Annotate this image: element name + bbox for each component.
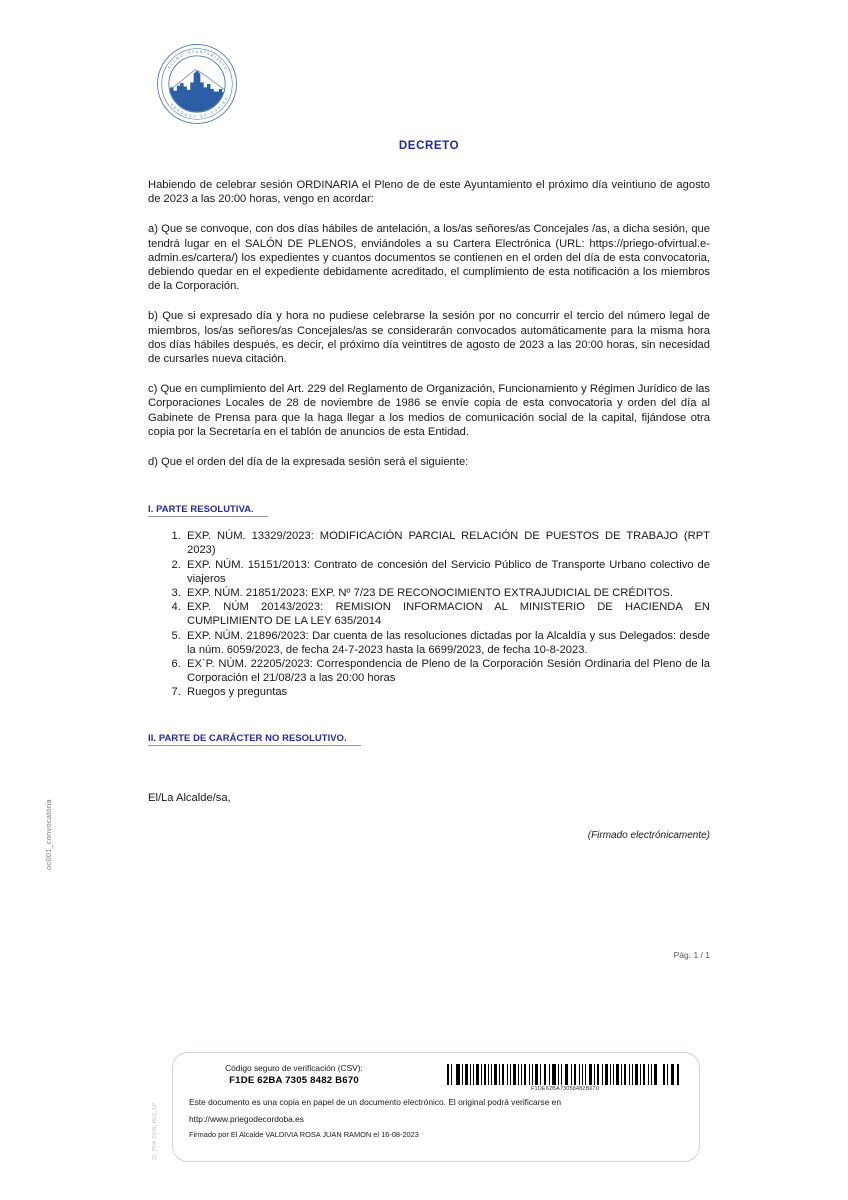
agenda-item: 6. EX`P. NÚM. 22205/2023: Correspondencia de Pleno de la Corporación Sesión Ordinaria del Pleno de la Corporación el 21/08/23 a las 20:00 horas xyxy=(184,657,710,685)
section-two-heading: II. PARTE DE CARÁCTER NO RESOLUTIVO. xyxy=(148,732,361,746)
section-one-heading-wrap xyxy=(148,499,710,519)
csv-verification-box xyxy=(172,1052,700,1162)
page-indicator: Pág. 1 / 1 xyxy=(673,950,710,960)
paragraph-c: c) Que en cumplimiento del Art. 229 del Reglamento de Organización, Funcionamiento y Régimen Jurídico de las Corporaciones Locales de 28 de noviembre de 1986 se envíe copia de esta convocatoria y orden del día al Gabinete de Prensa para que la haga llegar a los medios de comunicación social de la capital, fijándose otra copia por la Secretaría en el tablón de anuncios de esta Entidad. xyxy=(148,383,710,438)
csv-margin-vertical-label: 20_PDA-SIGN_REQ_EP xyxy=(152,1102,158,1160)
margin-vertical-label: oc001_convocatoria xyxy=(44,799,53,870)
document-title: DECRETO xyxy=(398,140,460,152)
agenda-item: 4. EXP. NÚM 20143/2023: REMISION INFORMACION AL MINISTERIO DE HACIENDA EN CUMPLIMIENTO DE LA LEY 635/2014 xyxy=(184,600,710,628)
agenda-item: 1. EXP. NÚM. 13329/2023: MODIFICACIÓN PARCIAL RELACIÓN DE PUESTOS DE TRABAJO (RPT 2023) xyxy=(184,529,710,557)
seal-icon xyxy=(155,42,239,126)
section-two-heading-wrap xyxy=(148,728,710,748)
paragraph-a: a) Que se convoque, con dos días hábiles de antelación, a los/as señores/as Concejales /as, a dicha sesión, que tendrá lugar en el SALÓN DE PLENOS, enviándoles a su Cartera Electrónica (URL: https://priego-ofvirtual.e-admin.es/cartera/) los expedientes y cuantos documentos se contienen en el orden del día de esta convocatoria, debiendo quedar en el expediente debidamente acreditado, el cumplimiento de esta notificación a los miembros de la Corporación. xyxy=(148,223,710,293)
signature-block xyxy=(148,792,710,841)
csv-verification-url: http://www.priegodecordoba.es xyxy=(189,1113,304,1124)
agenda-item: 2. EXP. NÚM. 15151/2013: Contrato de concesión del Servicio Público de Transporte Urbano colectivo de viajeros xyxy=(184,558,710,586)
paragraph-b: b) Que si expresado día y hora no pudiese celebrarse la sesión por no concurrir el tercio del número legal de miembros, los/as señores/as Concejales/as se considerarán convocados automáticamente para la misma hora dos días hábiles después, es decir, el próximo día veintitres de agosto de 2023 a las 20:00 horas, sin necesidad de cursarles nueva citación. xyxy=(148,310,710,366)
barcode-text: F1DE62BA73058482B670 xyxy=(531,1086,599,1092)
agenda-item: 3. EXP. NÚM. 21851/2023: EXP. Nº 7/23 DE RECONOCIMIENTO EXTRAJUDICIAL DE CRÉDITOS. xyxy=(184,586,710,600)
intro-paragraph: Habiendo de celebrar sesión ORDINARIA el Pleno de de este Ayuntamiento el próximo día veintiuno de agosto de 2023 a las 20:00 horas, vengo en acordar: xyxy=(148,179,710,206)
municipal-seal-logo xyxy=(155,42,239,126)
csv-signed-by: Firmado por El Alcalde VALDIVIA ROSA JUAN RAMON el 16-08-2023 xyxy=(189,1130,419,1139)
agenda-item: 7. Ruegos y preguntas xyxy=(184,685,710,699)
agenda-item: 5. EXP. NÚM. 21896/2023: Dar cuenta de las resoluciones dictadas por la Alcaldía y sus Delegados: desde la núm. 6059/2023, de fecha 24-7-2023 hasta la 6699/2023, de fecha 10-8-2023. xyxy=(184,629,710,657)
signature-electronic-note: (Firmado electrónicamente) xyxy=(587,829,710,841)
agenda-list xyxy=(148,529,710,699)
seal-ring-text-bottom: PRIEGO DE CORDOBA xyxy=(169,96,228,119)
seal-ring-text-top: EXCMO. AYUNTAMIENTO xyxy=(167,49,229,72)
barcode-icon xyxy=(445,1064,683,1085)
svg-text:EXCMO. AYUNTAMIENTO xyxy=(167,50,228,72)
paragraph-d: d) Que el orden del día de la expresada sesión será el siguiente: xyxy=(148,456,469,469)
document-body xyxy=(148,140,710,960)
csv-label: Código seguro de verificación (CSV): xyxy=(225,1063,363,1073)
csv-code: F1DE 62BA 7305 8482 B670 xyxy=(229,1075,359,1086)
csv-note-line-1: Este documento es una copia en papel de un documento electrónico. El original podrá verificarse en xyxy=(189,1097,561,1107)
section-one-heading: I. PARTE RESOLUTIVA. xyxy=(148,503,268,517)
csv-code-group xyxy=(189,1062,399,1088)
csv-barcode-group xyxy=(445,1062,685,1092)
signature-role: El/La Alcalde/sa, xyxy=(148,791,231,804)
